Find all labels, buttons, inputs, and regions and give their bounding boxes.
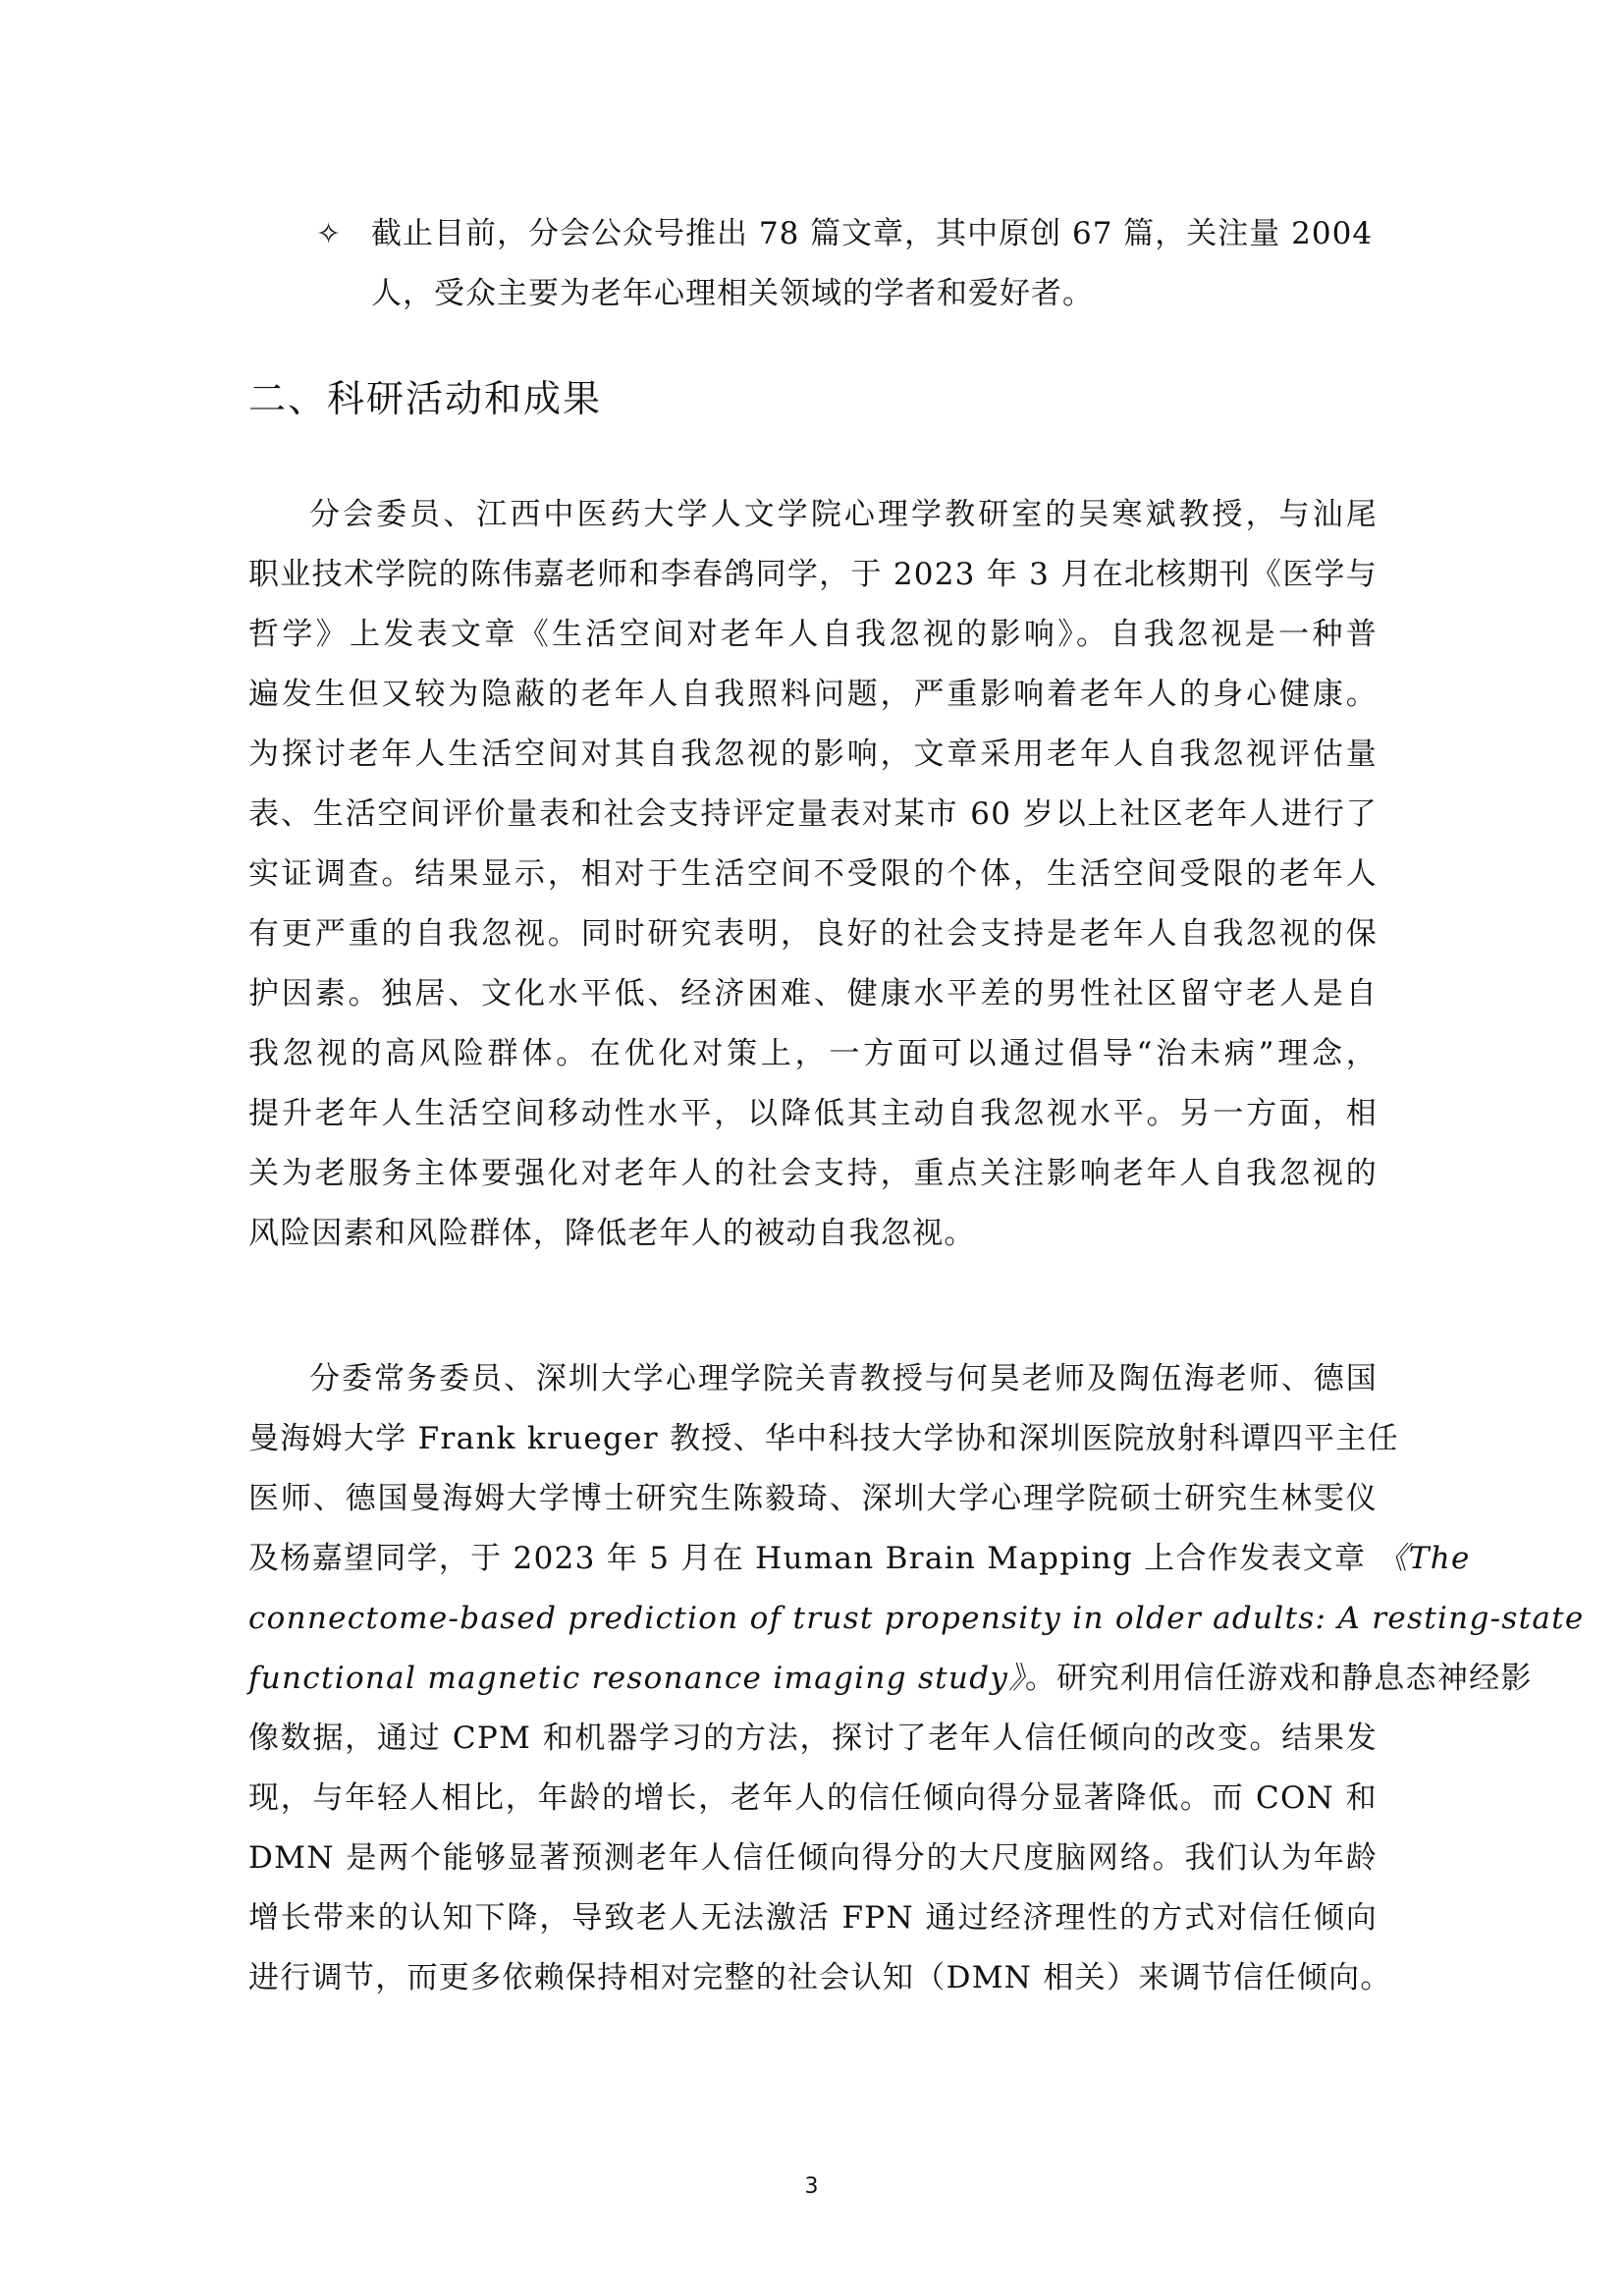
page-number: 3 xyxy=(804,2174,819,2199)
paragraph-1-line: 我忽视的高风险群体。在优化对策上，一方面可以通过倡导“治未病”理念， xyxy=(248,1036,1378,1071)
article-title-start: 《The xyxy=(1377,1541,1471,1576)
paragraph-2-line: 增长带来的认知下降，导致老人无法激活 FPN 通过经济理性的方式对信任倾向 xyxy=(248,1900,1378,1936)
paragraph-1-line: 职业技术学院的陈伟嘉老师和李春鸽同学，于 2023 年 3 月在北核期刊《医学与 xyxy=(248,557,1378,592)
article-title-middle: connectome-based prediction of trust propensity in older adults: A resting-state xyxy=(248,1601,1585,1636)
paragraph-2-line xyxy=(248,1589,1585,1649)
article-title-end: functional magnetic resonance imaging study》 xyxy=(248,1661,1025,1696)
paragraph-1-line: 遍发生但又较为隐蔽的老年人自我照料问题，严重影响着老年人的身心健康。 xyxy=(248,677,1378,712)
paragraph-1-line: 哲学》上发表文章《生活空间对老年人自我忽视的影响》。自我忽视是一种普 xyxy=(248,617,1378,652)
paragraph-1-line: 关为老服务主体要强化对老年人的社会支持，重点关注影响老年人自我忽视的 xyxy=(248,1156,1378,1191)
paragraph-2-line xyxy=(248,1529,1471,1589)
bullet-text-1: 截止目前，分会公众号推出 78 篇文章，其中原创 67 篇，关注量 2004 xyxy=(371,216,1374,251)
paragraph-2-line xyxy=(248,1649,1533,1709)
paragraph-1-line: 护因素。独居、文化水平低、经济困难、健康水平差的男性社区留守老人是自 xyxy=(248,976,1378,1011)
paragraph-1-line: 表、生活空间评价量表和社会支持评定量表对某市 60 岁以上社区老年人进行了 xyxy=(248,796,1378,832)
line4-prefix: 及杨嘉望同学，于 2023 年 5 月在 Human Brain Mapping 上合作发表文章 xyxy=(248,1541,1367,1576)
paragraph-1-line: 实证调查。结果显示，相对于生活空间不受限的个体，生活空间受限的老年人 xyxy=(248,856,1378,892)
section-heading: 二、科研活动和成果 xyxy=(248,377,603,420)
bullet-line-2: 人，受众主要为老年心理相关领域的学者和爱好者。 xyxy=(371,276,1094,311)
paragraph-1-line: 为探讨老年人生活空间对其自我忽视的影响，文章采用老年人自我忽视评估量 xyxy=(248,737,1378,772)
bullet-line-1 xyxy=(316,204,1396,264)
paragraph-2 xyxy=(248,1349,1585,2008)
paragraph-2-line: DMN 是两个能够显著预测老年人信任倾向得分的大尺度脑网络。我们认为年龄 xyxy=(248,1840,1378,1876)
paragraph-1-line: 有更严重的自我忽视。同时研究表明，良好的社会支持是老年人自我忽视的保 xyxy=(248,916,1378,952)
paragraph-1-line: 风险因素和风险群体，降低老年人的被动自我忽视。 xyxy=(248,1216,976,1251)
diamond-star-bullet-icon: ✧ xyxy=(316,217,343,251)
paragraph-2-line: 现，与年轻人相比，年龄的增长，老年人的信任倾向得分显著降低。而 CON 和 xyxy=(248,1780,1378,1816)
paragraph-2-line: 进行调节，而更多依赖保持相对完整的社会认知（DMN 相关）来调节信任倾向。 xyxy=(248,1960,1392,1995)
paragraph-2-line: 医师、德国曼海姆大学博士研究生陈毅琦、深圳大学心理学院硕士研究生林雯仪 xyxy=(248,1481,1378,1516)
paragraph-2-line: 像数据，通过 CPM 和机器学习的方法，探讨了老年人信任倾向的改变。结果发 xyxy=(248,1721,1378,1756)
line6-suffix: 。研究利用信任游戏和静息态神经影 xyxy=(1024,1661,1533,1696)
paragraph-2-line: 曼海姆大学 Frank krueger 教授、华中科技大学协和深圳医院放射科谭四平主任 xyxy=(248,1421,1399,1456)
paragraph-1-line: 提升老年人生活空间移动性水平，以降低其主动自我忽视水平。另一方面，相 xyxy=(248,1096,1378,1131)
bullet-item xyxy=(316,204,1396,323)
paragraph-1 xyxy=(248,485,1378,1264)
paragraph-1-line: 分会委员、江西中医药大学人文学院心理学教研室的吴寒斌教授，与汕尾 xyxy=(309,497,1378,532)
paragraph-2-line: 分委常务委员、深圳大学心理学院关青教授与何昊老师及陶伍海老师、德国 xyxy=(309,1361,1378,1396)
